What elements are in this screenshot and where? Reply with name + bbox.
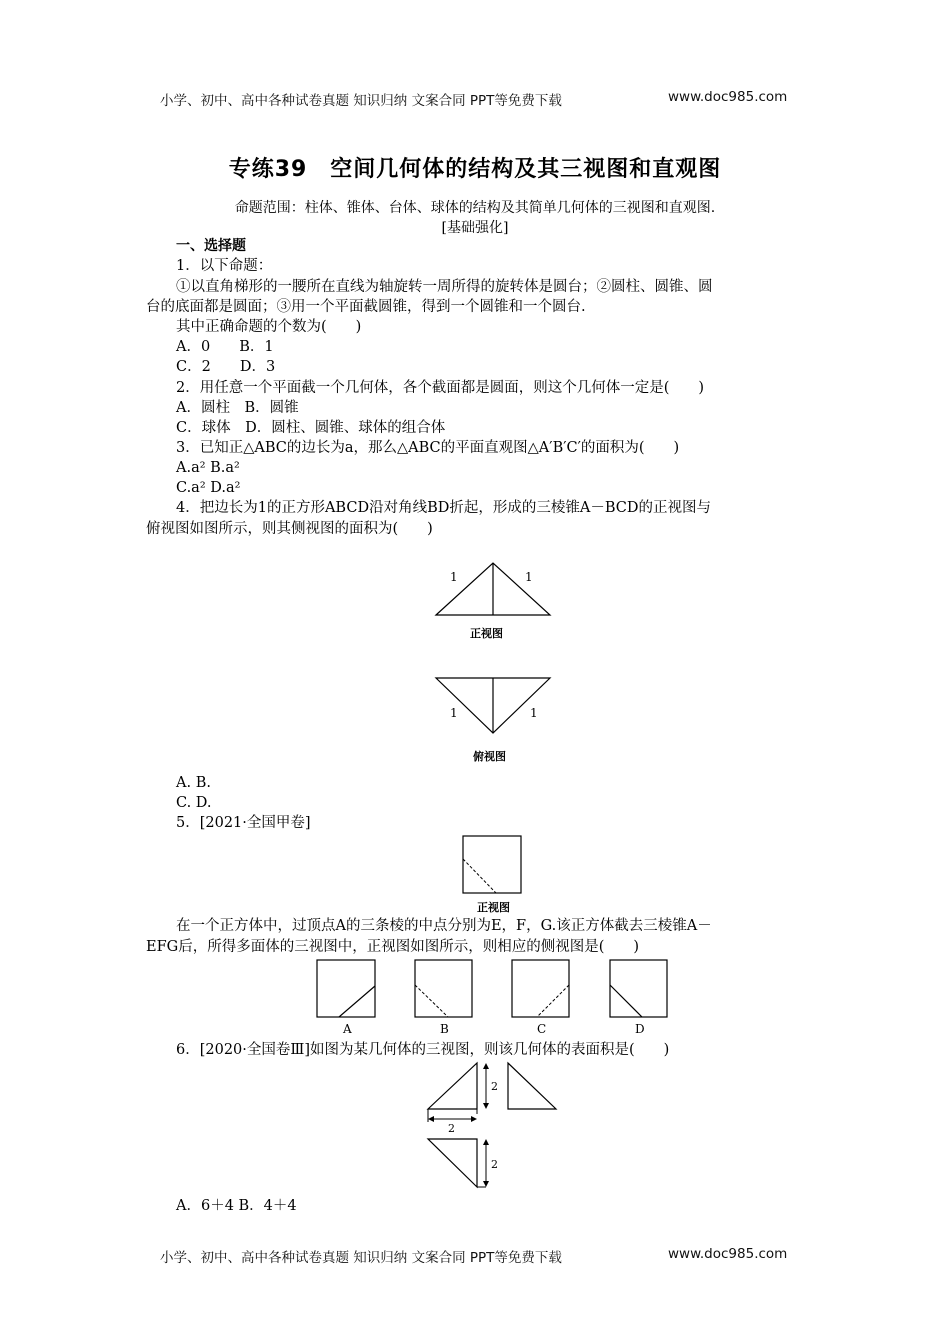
q4-options-ab: A. B.: [176, 775, 211, 791]
q1-stem: 1．以下命题：: [176, 258, 273, 274]
q5-choice-c-label: C: [537, 1022, 547, 1036]
scope-text: 命题范围：柱体、锥体、台体、球体的结构及其简单几何体的三视图和直观图.: [234, 200, 716, 216]
front-view-label-right: 1: [525, 570, 533, 584]
section-heading: 一、选择题: [176, 238, 246, 254]
q5-stem: 5．[2021·全国甲卷]: [176, 815, 311, 831]
q5-choice-b[interactable]: [415, 960, 472, 1036]
q3-stem: 3．已知正△ABC的边长为a，那么△ABC的平面直观图△A′B′C′的面积为( ): [176, 440, 680, 456]
q1-text-line2: 台的底面都是圆面；③用一个平面截圆锥，得到一个圆锥和一个圆台.: [146, 299, 586, 315]
q6-width-label: 2: [448, 1122, 455, 1135]
q5-choice-c[interactable]: [512, 960, 569, 1036]
q6-side-view: [508, 1063, 556, 1109]
q1-options-cd: C．2 D．3: [176, 359, 276, 375]
top-view-label-left: 1: [450, 706, 458, 720]
front-view-caption: 正视图: [470, 627, 503, 640]
q6-front-view: [428, 1063, 477, 1109]
q6-options-ab: A．6＋4 B．4＋4: [176, 1198, 297, 1214]
q6-stem: 6．[2020·全国卷Ⅲ]如图为某几何体的三视图，则该几何体的表面积是( ): [176, 1042, 670, 1058]
q5-front-caption: 正视图: [477, 901, 510, 914]
q1-options-ab: A．0 B．1: [176, 339, 274, 355]
q2-stem: 2．用任意一个平面截一个几何体，各个截面都是圆面，则这个几何体一定是( ): [176, 380, 705, 396]
footer-url[interactable]: www.doc985.com: [668, 1246, 788, 1262]
footer-left-text: 小学、初中、高中各种试卷真题 知识归纳 文案合同 PPT等免费下载: [160, 1250, 562, 1266]
q5-front-square: [463, 836, 521, 893]
front-view-label-left: 1: [450, 570, 458, 584]
q1-text-line1: ①以直角梯形的一腰所在直线为轴旋转一周所得的旋转体是圆台；②圆柱、圆锥、圆: [176, 279, 713, 295]
top-view-caption: 俯视图: [473, 750, 506, 763]
q6-top-view: [428, 1139, 477, 1187]
q4-front-view-figure: [430, 560, 570, 650]
q4-text-line2: 俯视图如图所示，则其侧视图的面积为( ): [146, 521, 433, 537]
q5-choice-figures: [310, 955, 680, 1040]
q5-choice-a-label: A: [343, 1022, 352, 1036]
q3-options-cd: C.a² D.a²: [176, 480, 241, 496]
q5-choice-b-label: B: [440, 1022, 449, 1036]
top-view-label-right: 1: [530, 706, 538, 720]
q5-choice-d[interactable]: [610, 960, 667, 1036]
q4-top-view-figure: [430, 675, 570, 770]
q5-text-line1: 在一个正方体中，过顶点A的三条棱的中点分别为E，F，G.该正方体截去三棱锥A－: [176, 918, 712, 934]
q2-options-ab: A．圆柱 B．圆锥: [176, 400, 299, 416]
level-label: [基础强化]: [441, 220, 509, 236]
header-left-text: 小学、初中、高中各种试卷真题 知识归纳 文案合同 PPT等免费下载: [160, 93, 562, 109]
q2-options-cd: C．球体 D．圆柱、圆锥、球体的组合体: [176, 420, 446, 436]
q3-options-ab: A.a² B.a²: [176, 460, 240, 476]
q6-top-height-label: 2: [491, 1158, 498, 1171]
q4-options-cd: C. D.: [176, 795, 212, 811]
q4-text-line1: 4．把边长为1的正方形ABCD沿对角线BD折起，形成的三棱锥A－BCD的正视图与: [176, 500, 711, 516]
q5-front-dashed-edge: [463, 859, 496, 893]
q5-text-line2: EFG后，所得多面体的三视图中，正视图如图所示，则相应的侧视图是( ): [146, 939, 640, 955]
q5-choice-a[interactable]: [317, 960, 375, 1036]
q5-choice-d-label: D: [635, 1022, 645, 1036]
q5-front-view-figure: [460, 835, 530, 915]
q6-three-views-figure: [420, 1060, 590, 1195]
page-title: 专练39 空间几何体的结构及其三视图和直观图: [228, 157, 722, 182]
q1-question: 其中正确命题的个数为( ): [176, 319, 362, 335]
q6-front-height-label: 2: [491, 1080, 498, 1093]
header-url[interactable]: www.doc985.com: [668, 89, 788, 105]
